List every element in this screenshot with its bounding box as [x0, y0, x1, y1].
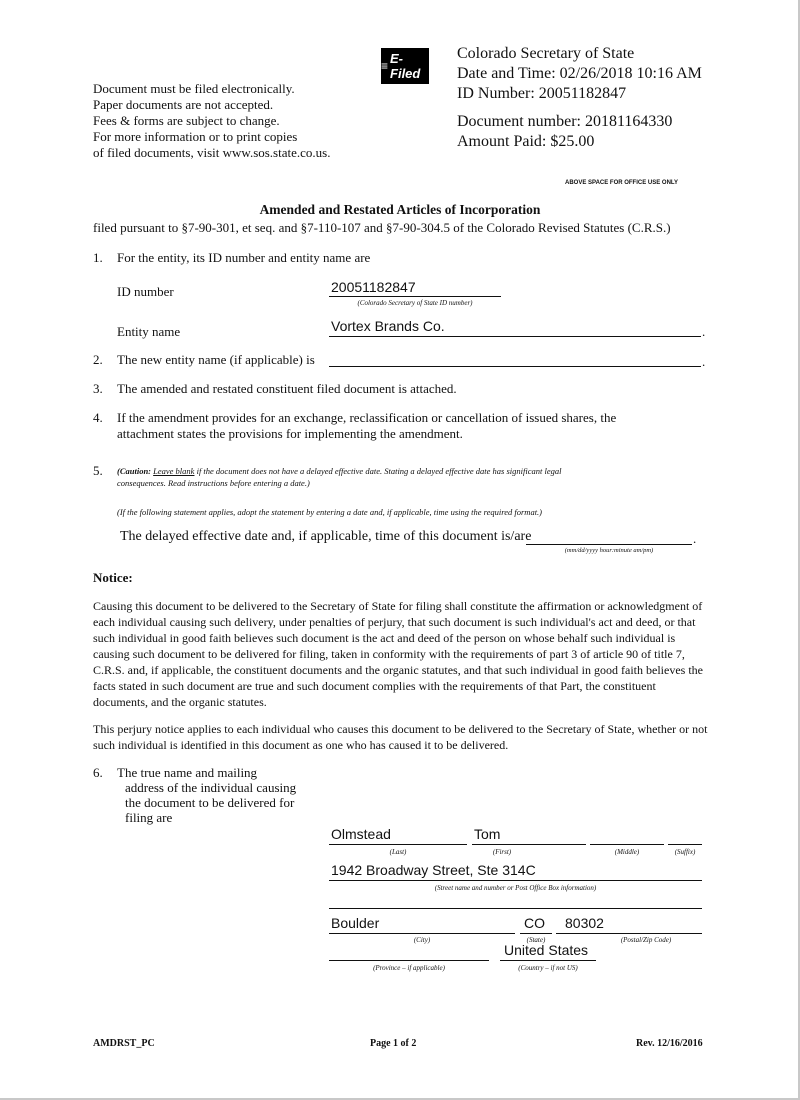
last-name-line: [329, 844, 467, 845]
item-6-line-4: filing are: [125, 810, 173, 825]
province-field[interactable]: [329, 960, 489, 961]
entity-name-line: [329, 336, 701, 337]
new-entity-name-period: .: [702, 354, 706, 369]
city-value[interactable]: Boulder: [331, 915, 380, 931]
province-caption: (Province – if applicable): [373, 964, 445, 972]
sos-document-number: Document number: 20181164330: [457, 113, 673, 130]
notice-heading: Notice:: [93, 570, 133, 585]
instruction-line-4: For more information or to print copies: [93, 129, 298, 144]
form-title: Amended and Restated Articles of Incorporation: [259, 202, 541, 217]
street-caption: (Street name and number or Post Office Box information): [434, 884, 597, 892]
state-value[interactable]: CO: [524, 915, 545, 931]
efiled-badge: [381, 48, 429, 84]
city-line: [329, 933, 515, 934]
instruction-line-1: Document must be filed electronically.: [93, 81, 295, 96]
delayed-date-caption: (mm/dd/yyyy hour:minute am/pm): [564, 547, 654, 554]
item-5-statement: The delayed effective date and, if applicable, time of this document is/are: [120, 529, 532, 544]
street-line-2-field[interactable]: [329, 908, 702, 909]
caution-leave-blank: Leave blank: [153, 466, 195, 476]
filing-instructions: [93, 81, 330, 161]
item-4-number: 4.: [93, 410, 103, 425]
suffix-field[interactable]: [668, 844, 702, 845]
item-5-instruction: (If the following statement applies, adopt the statement by entering a date and, if applicable, time using the required format.): [117, 507, 543, 517]
zip-caption: (Postal/Zip Code): [620, 936, 672, 944]
caution-note: [117, 465, 717, 489]
caution-bold: (Caution:: [117, 466, 152, 476]
entity-name-value[interactable]: Vortex Brands Co.: [331, 318, 445, 334]
middle-caption: (Middle): [614, 848, 640, 856]
sos-amount-paid: Amount Paid: $25.00: [457, 133, 595, 150]
item-3-text: The amended and restated constituent filed document is attached.: [117, 381, 457, 396]
form-subtitle: filed pursuant to §7-90-301, et seq. and §7-110-107 and §7-90-304.5 of the Colorado Revised Statutes (C.R.S.): [93, 220, 671, 235]
street-value[interactable]: 1942 Broadway Street, Ste 314C: [331, 862, 536, 878]
first-caption: (First): [492, 848, 512, 856]
sos-id-number: ID Number: 20051182847: [457, 85, 627, 102]
item-6-number: 6.: [93, 765, 103, 780]
item-6-line-2: address of the individual causing: [125, 780, 297, 795]
entity-name-period: .: [702, 324, 706, 339]
item-6-line-1: The true name and mailing: [117, 765, 258, 780]
item-4-line-2: attachment states the provisions for implementing the amendment.: [117, 426, 463, 441]
footer-page-number: Page 1 of 2: [370, 1038, 417, 1049]
item-1-number: 1.: [93, 250, 103, 265]
street-line: [329, 880, 702, 881]
efiled-label: E-Filed: [390, 51, 421, 81]
zip-value[interactable]: 80302: [565, 915, 604, 931]
office-use-label: ABOVE SPACE FOR OFFICE USE ONLY: [565, 180, 679, 186]
item-2-text: The new entity name (if applicable) is: [117, 352, 315, 367]
new-entity-name-field[interactable]: [329, 366, 701, 367]
first-name-line: [472, 844, 586, 845]
item-4-line-1: If the amendment provides for an exchange, reclassification or cancellation of issued shares, the: [117, 410, 617, 425]
instruction-line-5: of filed documents, visit www.sos.state.co.us.: [93, 145, 331, 160]
state-line: [520, 933, 552, 934]
notice-paragraph-1: Causing this document to be delivered to the Secretary of State for filing shall constitute the affirmation or acknowledgment of each individual causing such delivery, under penalties of perjury, that such document is such individual's act and deed, or that such individual in good faith believes such document is the act and deed of the person on whose behalf such individual is causing such document to be delivered for filing, taken in conformity with the requirements of part 3 of article 90 of title 7, C.R.S. and, if applicable, the constituent documents and the organic statutes, and that such individual in good faith believes the facts stated in such document are true and such document complies with the requirements of that Part, the constituent documents, and the organic statutes.: [93, 599, 703, 709]
item-1-text: For the entity, its ID number and entity name are: [117, 250, 371, 265]
sos-date-time: Date and Time: 02/26/2018 10:16 AM: [457, 65, 702, 82]
item-6-line-3: the document to be delivered for: [125, 795, 295, 810]
item-2-number: 2.: [93, 352, 103, 367]
country-line: [500, 960, 596, 961]
caution-text-2: consequences. Read instructions before entering a date.): [117, 478, 310, 488]
item-3-number: 3.: [93, 381, 103, 396]
city-caption: (City): [413, 936, 431, 944]
last-name-value[interactable]: Olmstead: [331, 826, 391, 842]
delayed-effective-date-field[interactable]: [526, 544, 692, 545]
id-number-line: [329, 296, 501, 297]
country-caption: (Country – if not US): [518, 964, 578, 972]
suffix-caption: (Suffix): [674, 848, 696, 856]
middle-name-field[interactable]: [590, 844, 664, 845]
id-number-value[interactable]: 20051182847: [331, 279, 416, 295]
country-value[interactable]: United States: [504, 942, 589, 958]
notice-paragraph-2: This perjury notice applies to each individual who causes this document to be delivered to the Secretary of State, whether or not such individual is identified in this document as one who has caused it to be delivered.: [93, 722, 708, 752]
last-caption: (Last): [389, 848, 407, 856]
first-name-value[interactable]: Tom: [474, 826, 501, 842]
item-5-number: 5.: [93, 463, 103, 478]
item-4-text: [117, 410, 616, 442]
footer-form-code: AMDRST_PC: [93, 1038, 155, 1049]
state-caption: (State): [526, 936, 546, 944]
instruction-line-2: Paper documents are not accepted.: [93, 97, 274, 112]
id-number-label: ID number: [117, 284, 174, 299]
notice-label: Notice: [93, 570, 129, 585]
sos-stamp: [457, 44, 702, 152]
efiled-lines-icon: ≡: [381, 59, 389, 73]
footer-revision: Rev. 12/16/2016: [636, 1038, 703, 1049]
zip-line: [556, 933, 702, 934]
item-6-text: [117, 765, 296, 825]
id-number-caption: (Colorado Secretary of State ID number): [357, 299, 473, 307]
delayed-date-period: .: [693, 531, 697, 546]
instruction-line-3: Fees & forms are subject to change.: [93, 113, 280, 128]
entity-name-label: Entity name: [117, 324, 181, 339]
caution-text-1: if the document does not have a delayed effective date. Stating a delayed effective date has significant legal: [194, 466, 562, 476]
sos-title: Colorado Secretary of State: [457, 45, 635, 62]
